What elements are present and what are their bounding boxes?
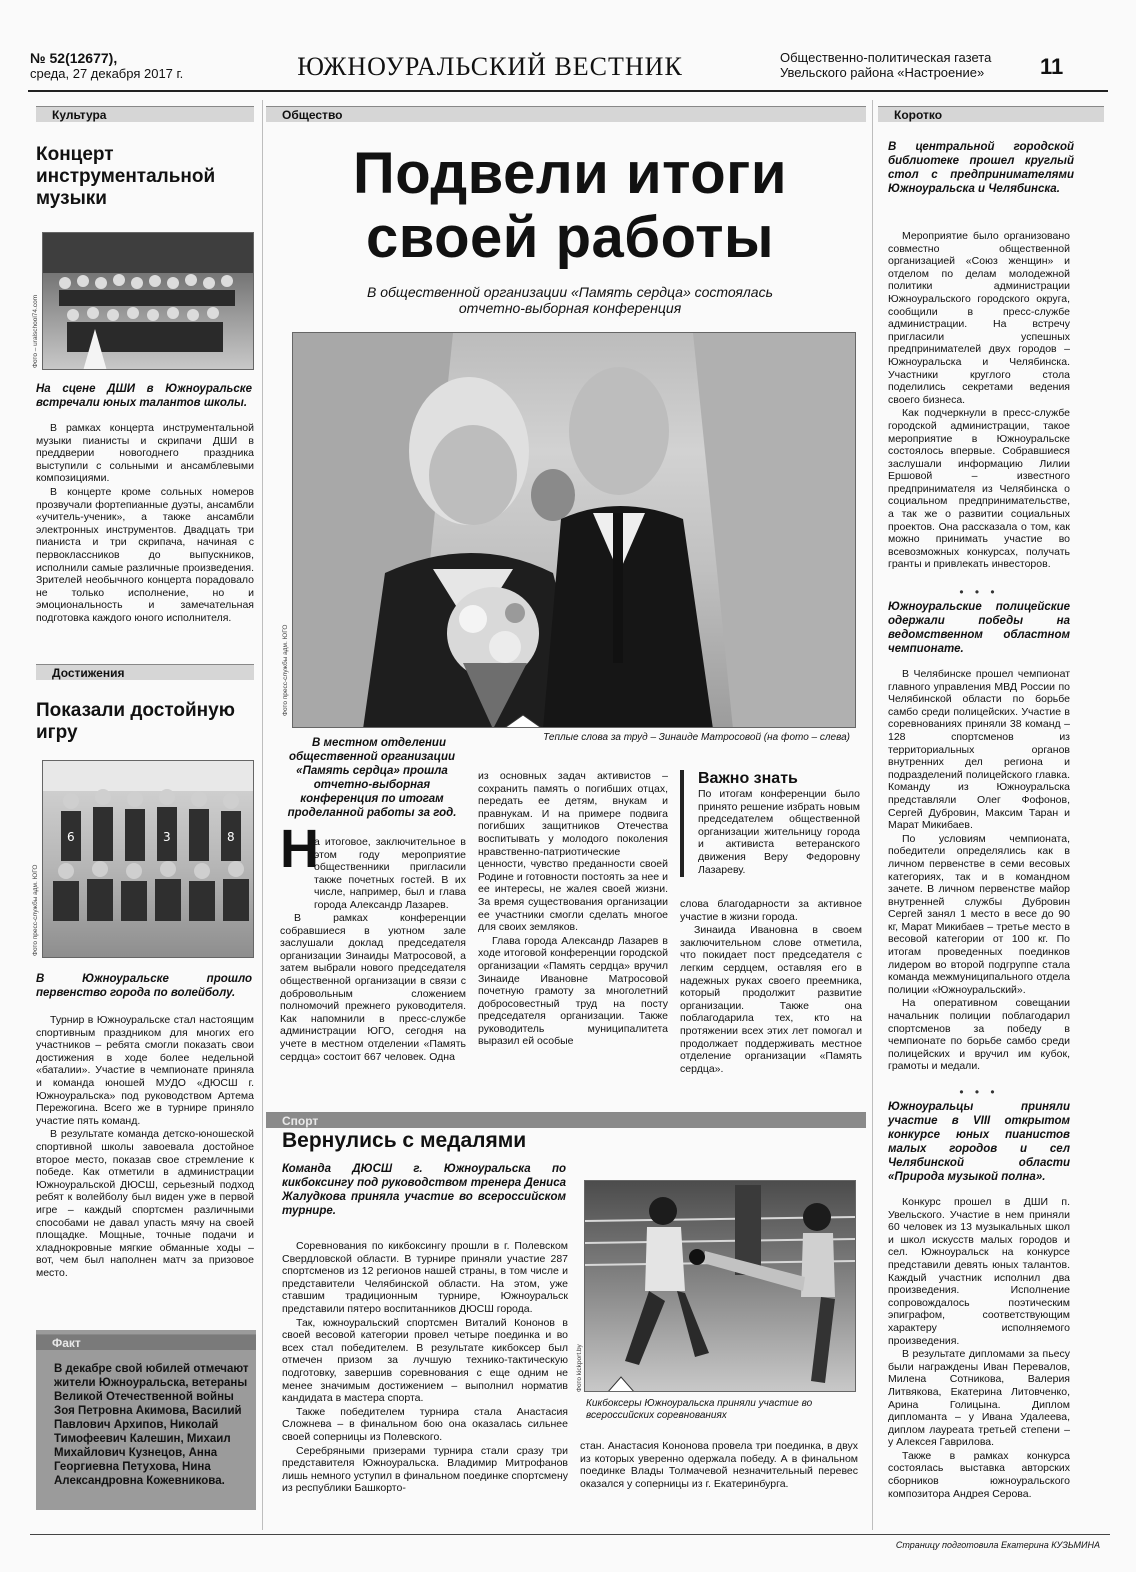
rubric-society: Общество [266, 106, 866, 122]
sport-paragraph: Соревнования по кикбоксингу прошли в г. Полевском Свердловской области. В турнире приняли участие 287 спортсменов из 12 регионов нашей страны, в том числе и представители Челябинской области. На этом, уже ставшим традиционным турнире, Южноуральск представили пятеро воспитанников ДЮСШ города. [282, 1240, 568, 1315]
society-paragraph: В рамках конференции собравшиеся в уютном зале заслушали доклад председателя организации Зинаиды Матросовой, а затем выбрали нового председателя общественной организации в связи с добровольным сложением полномочий прежнего руководителя. Как напомнили в пресс-службе администрации ЮГО, сегодня на учете в местном отделении «Память сердца» состоит 667 человек. Одна [280, 912, 466, 1063]
tagline [780, 50, 991, 80]
briefly-lead-3-text: Южноуральцы приняли участие в VIII открытом конкурсе юных пианистов малых городов и сел Челябинской области «Природа музыкой полна». [888, 1101, 1070, 1183]
sport-col2 [580, 1440, 858, 1491]
sport-paragraph: стан. Анастасия Кононова провела три поединка, в двух из которых уверенно одержала победу. А в финальном поединке Влады Толмачевой незначительный перевес оказался у соперницы из г. Екатеринбурга. [580, 1440, 858, 1490]
concert-photo [42, 232, 254, 370]
society-photo-scene [293, 333, 856, 728]
achievements-lead-text: В Южноуральске прошло первенство города по волейболу. [36, 973, 252, 999]
rubric-achievements: Достижения [36, 664, 254, 680]
sport-paragraph: Также победителем турнира стала Анастасия Сложнева – в финальном бою она оказалась сильнее своей соперницы из Полевского. [282, 1405, 568, 1443]
fact-text: В декабре свой юбилей отмечают жители Южноуральска, ветераны Великой Отечественной войны Зоя Петровна Акимова, Василий Павлович Архипов, Николай Тимофеевич Калешин, Михаил Михайлович Кузнецов, Анна Георгиевна Петухова, Нина Александровна Кожевникова. [54, 1363, 249, 1487]
society-lead-text: В местном отделении общественной организации «Память сердца» прошла отчетно-выборная конференция по итогам проделанной работы за год. [287, 737, 457, 819]
briefly-paragraph: По условиям чемпионата, победители определялись как в личном первенстве в семи весовых категориях, так и в командном зачете. В личном первенстве майор внутренней службы Дубровин Сергей занял 1 место в весе до 90 кг, Марат Микибаев – третье место в весовой категории от 100 кг. По итогам проведенных поединков лидером во второй подгруппе стала команда межмуниципального отдела полиции «Южноуральский». [888, 832, 1070, 996]
briefly-lead-1 [888, 140, 1074, 197]
kickboxing-photo-credit: Фото kickport.by [576, 1344, 583, 1392]
sport-col1 [282, 1240, 568, 1496]
society-col1-first [314, 836, 466, 913]
society-paragraph: Зинаида Ивановна в своем заключительном слове отметила, что покидает пост председателя с легким сердцем, оставляя его в надежных руках своего преемника, который продолжит развитие организации. Также она поблагодарила тех, кто на протяжении всех этих лет помогал и продолжает поддерживать местное отделение организации «Память сердца». [680, 924, 862, 1075]
volleyball-photo-credit: Фото пресс-службы адм. ЮГО [32, 864, 39, 956]
culture-body [36, 422, 254, 626]
footer-rule [30, 1534, 1110, 1535]
rubric-fact: Факт [36, 1334, 256, 1350]
svg-text:8: 8 [227, 830, 235, 844]
important-title: Важно знать [698, 770, 798, 787]
briefly-text-3 [888, 1196, 1070, 1501]
society-photo [292, 332, 856, 728]
briefly-paragraph: В Челябинске прошел чемпионат главного управления МВД России по Челябинской области по борьбе самбо среди полицейских. Участие в соревнованиях приняли 38 команд – 128 спортсменов из территориальных органов внутренних дел региона и подразделений полицейского главка. Команду из Южноуральска представляли Олег Фофонов, Сергей Дубровин, Максим Таран и Марат Микибаев. [888, 668, 1070, 832]
achievements-body [36, 1014, 254, 1280]
important-text: По итогам конференции было принято решение избрать новым председателем общественной организации жительницу города и активиста ветеранского движения Веру Федоровну Лазареву. [698, 788, 860, 876]
society-dropcap: Н [280, 819, 319, 879]
society-paragraph: Глава города Александр Лазарев в ходе итоговой конференции городской организации «Память сердца» вручил Зинаиде Ивановне Матросовой почетную грамоту за многолетний добросовестный труд на посту председателя организации. Также руководитель муниципалитета выразил ей особые [478, 934, 668, 1048]
briefly-lead-2-text: Южноуральские полицейские одержали победы на ведомственном областном чемпионате. [888, 601, 1070, 655]
issue-date: среда, 27 декабря 2017 г. [30, 66, 184, 81]
separator-dots: • • • [959, 1085, 999, 1099]
rubric-sport: Спорт [266, 1112, 866, 1128]
rubric-briefly: Коротко [878, 106, 1104, 122]
sport-paragraph: Так, южноуральский спортсмен Виталий Кононов в своей весовой категории провел четыре поединка и во всех стал победителем. В результате кикбоксер был отмечен призом за лучшую технико-тактическую подготовку, завершив соревнования с еще одним не менее значимым достижением – выполнил норматив кандидата в мастера спорта. [282, 1316, 568, 1405]
tagline-line-2: Увельского района «Настроение» [780, 65, 985, 80]
header-rule [28, 90, 1108, 92]
society-col1-rest [280, 912, 466, 1064]
column-rule-left [262, 100, 263, 1530]
culture-title: Концерт инструментальной музыки [36, 144, 216, 209]
footer-credit: Страницу подготовила Екатерина КУЗЬМИНА [895, 1540, 1100, 1550]
volleyball-photo-scene [43, 761, 254, 958]
society-subtitle: В общественной организации «Память сердца» состоялась отчетно-выборная конференция [367, 284, 773, 316]
kickboxing-photo [584, 1180, 856, 1392]
society-photo-credit: Фото пресс-службы адм. ЮГО [282, 624, 289, 716]
society-lead [278, 736, 466, 821]
society-col2 [478, 770, 668, 1049]
society-paragraph: а итоговое, заключительное в этом году мероприятие общественники пригласили также почетных гостей. В их числе, например, был и глава города Александр Лазарев. [314, 836, 466, 911]
briefly-lead-1-text: В центральной городской библиотеке прошел круглый стол с предпринимателями Южноуральска и Челябинска. [888, 141, 1074, 195]
culture-paragraph: В рамках концерта инструментальной музыки пианисты и скрипачи ДШИ в преддверии новогоднего праздника выступили с сольными и ансамблевыми композициями. [36, 422, 254, 485]
concert-photo-scene [43, 233, 254, 370]
sport-title: Вернулись с медалями [282, 1129, 527, 1152]
briefly-paragraph: Как подчеркнули в пресс-службе городской администрации, такое мероприятие в Южноуральске состоялось впервые. Собравшиеся заслушали информацию Лилии Ершовой – известного предпринимателя из Челябинска о социальном предпринимательстве, а так же о развитии социальных проектов. Она рассказала о том, как можно принимать участие во всевозможных конкурсах, получать гранты и привлекать инвесторов. [888, 407, 1070, 571]
society-col3 [680, 898, 862, 1076]
volleyball-photo [42, 760, 254, 958]
culture-lead-text: На сцене ДШИ в Южноуральске встречали юных талантов школы. [36, 383, 252, 409]
society-title: Подвели итоги своей работы [353, 141, 787, 270]
tagline-line-1: Общественно-политическая газета [780, 50, 992, 65]
culture-paragraph: В концерте кроме сольных номеров прозвучали фортепианные дуэты, ансамбли «учитель-ученик», а также ансамбли электронных инструментов. Двадцать три пианиста и три скрипача, начиная с первоклассников до выпускников, исполнили самые различные произведения. Зрителей необычного концерта порадовало не только исполнение, но и эмоциональность и замечательная подготовка каждого юного исполнителя. [36, 485, 254, 624]
achievements-title: Показали достойную игру [36, 700, 235, 743]
society-photo-caption: Теплые слова за труд – Зинаиде Матросовой (на фото – слева) [543, 732, 850, 743]
culture-lead [36, 382, 252, 411]
column-rule-right [872, 100, 873, 1530]
concert-photo-credit: Фото – uralschool74.com [32, 294, 39, 368]
rubric-culture: Культура [36, 106, 254, 122]
briefly-text-2 [888, 668, 1070, 1074]
society-paragraph: из основных задач активистов – сохранить память о погибших отцах, передать ее детям, внукам и правнукам. И на примере подвига погибших защитников Отечества воспитывать у молодого поколения нравственно-патриотические ценности, чувство преданности своей Родине и готовности постоять за нее и ее интересы, не жалея своей жизни. За время существования организации ее участники смогли сделать многое для своих земляков. [478, 770, 668, 934]
briefly-paragraph: Мероприятие было организовано совместно общественной организацией «Союз женщин» и отделом по делам молодежной политики администрации Южноуральского городского округа, сообщили в пресс-службе администрации. На встречу пригласили успешных предпринимателей двух городов – Южноуральска и Челябинска. Участники круглого стола поделились секретами ведения своего бизнеса. [888, 230, 1070, 406]
briefly-paragraph: На оперативном совещании начальник полиции поблагодарил спортсменов за победу в чемпионате по борьбе самбо среди полицейских и вручил им кубок, грамоты и медали. [888, 997, 1070, 1073]
achievements-lead [36, 972, 252, 1001]
masthead: ЮЖНОУРАЛЬСКИЙ ВЕСТНИК [297, 52, 683, 81]
kickboxing-photo-scene [585, 1181, 856, 1392]
issue-number: № 52(12677), [30, 50, 118, 66]
kickboxing-photo-caption: Кикбоксеры Южноуральска приняли участие во всероссийских соревнованиях [586, 1398, 813, 1421]
svg-text:6: 6 [67, 830, 75, 844]
briefly-paragraph: Также в рамках конкурса состоялась выставка авторских сборников южноуральского композитора Андрея Серова. [888, 1449, 1070, 1500]
briefly-paragraph: В результате дипломами за пьесу были награждены Иван Перевалов, Милена Сотникова, Валерия Литвякова, Екатерина Литовченко, Арина Голицына. Диплом дипломанта – у Ивана Удалеева, диплом лауреата третьей степени – у Алексея Гаврилова. [888, 1348, 1070, 1449]
sport-paragraph: Серебряными призерами турнира стали сразу три представителя Южноуральска. Владимир Митрофанов лишь немного уступил в финальном поединке спортсмену из республики Башкорто- [282, 1444, 568, 1495]
svg-text:3: 3 [163, 830, 171, 844]
sport-lead-text: Команда ДЮСШ г. Южноуральска по кикбоксингу под руководством тренера Дениса Жалудкова приняла участие во всероссийском турнире. [282, 1163, 566, 1217]
achievements-paragraph: Турнир в Южноуральске стал настоящим спортивным праздником для многих его участников – ребята смогли показать свои достижения в ходе более недельной «баталии». Участие в чемпионате приняла и команда юношей МУДО «ДЮСШ г. Южноуральска» под руководством Артема Пережогина. Всего же в турнире приняло участие пять команд. [36, 1014, 254, 1127]
important-box [680, 770, 860, 877]
achievements-paragraph: В результате команда детско-юношеской спортивной школы завоевала достойное второе место, показав свое стремление к победе. Как отметили в администрации Южноуральской ДЮСШ, серьезный подход ребят к волейболу был виден уже в первой игре – каждый спортсмен различными способами не давал упасть мячу на своей площадке. Мощные, точные подачи и хладнокровные мягкие обманные ходы – вот, чем был наполнен матч за призовое место. [36, 1128, 254, 1279]
briefly-lead-2 [888, 600, 1070, 657]
briefly-lead-3 [888, 1100, 1070, 1185]
separator-dots: • • • [959, 585, 999, 599]
briefly-text-1 [888, 230, 1070, 572]
briefly-paragraph: Конкурс прошел в ДШИ п. Увельского. Участие в нем приняли 60 человек из 13 музыкальных школ и школ искусств малых городов и сел. Южноуральск на конкурсе представили девять юных талантов. Каждый участник исполнил два произведения. Исполнение сопровождалось поэтическим эпиграфом, соответствующим характеру исполняемого произведения. [888, 1196, 1070, 1347]
page-number: 11 [1040, 54, 1064, 79]
society-paragraph: слова благодарности за активное участие в жизни города. [680, 898, 862, 923]
sport-lead [282, 1162, 566, 1219]
